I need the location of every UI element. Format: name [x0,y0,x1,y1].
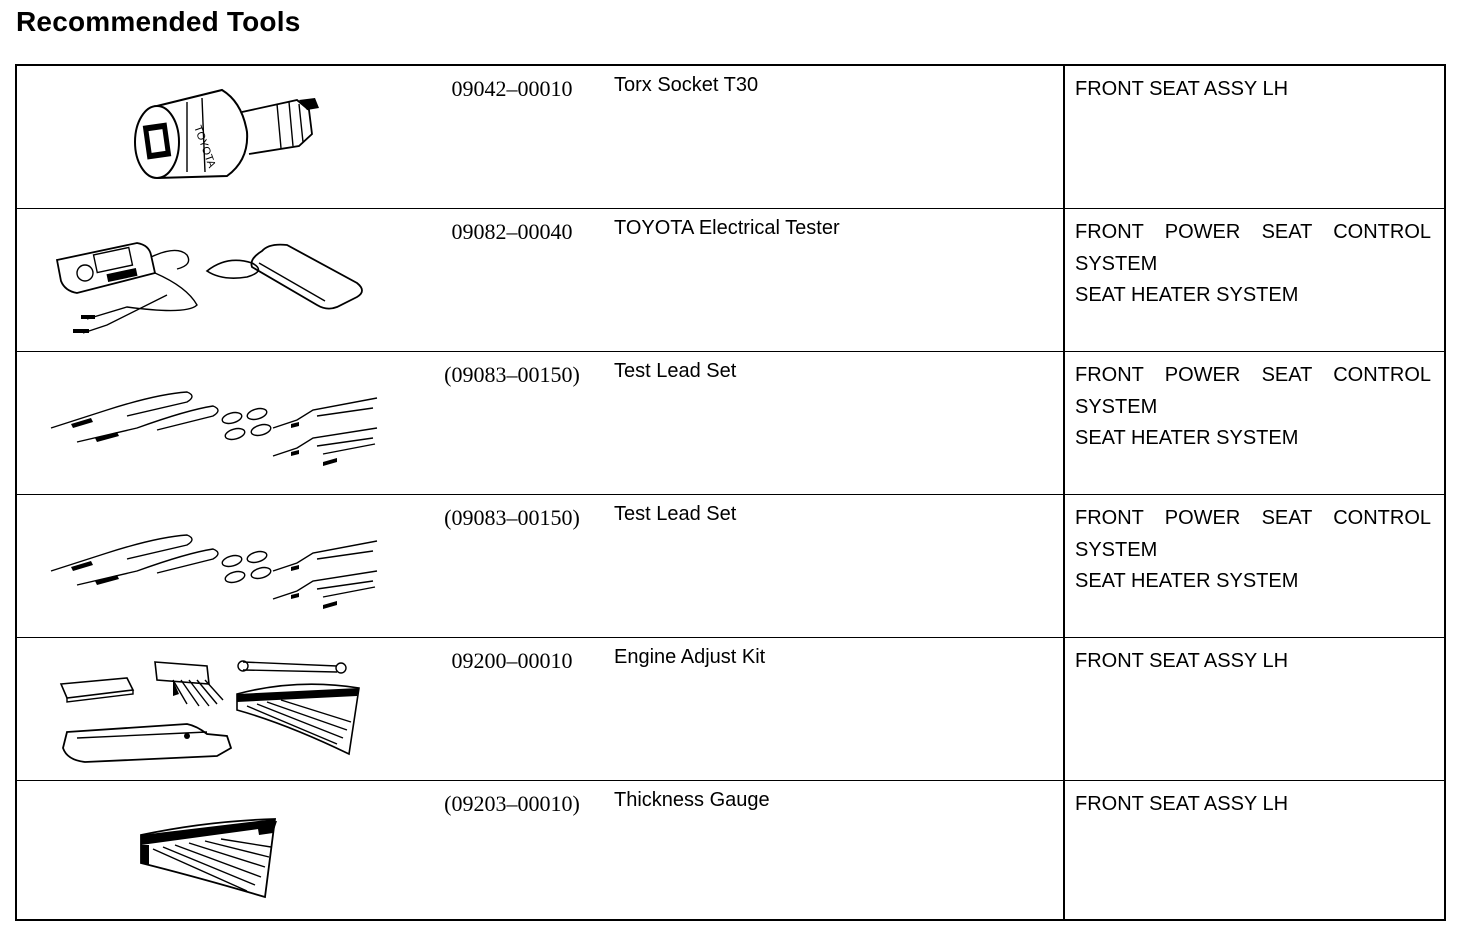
part-number: (09203–00010) [444,791,580,816]
part-number: 09042–00010 [451,76,573,101]
page-title: Recommended Tools [16,6,301,37]
used-for-item: FRONT SEAT ASSY LH [1075,650,1289,672]
svg-text:TOYOTA: TOYOTA [191,123,218,170]
used-for-list [1075,789,1431,821]
torx-socket-icon [37,72,397,202]
table-row [17,638,1444,781]
used-for-item: FRONT POWER SEAT CONTROL [1075,221,1431,243]
used-for-list [1075,74,1431,106]
tool-name: Thickness Gauge [614,789,770,811]
part-number: (09083–00150) [444,505,580,530]
tool-name: Test Lead Set [614,360,737,382]
part-number: 09082–00040 [451,219,573,244]
part-number: (09083–00150) [444,362,580,387]
electrical-tester-icon [37,215,397,345]
tool-name: TOYOTA Electrical Tester [614,217,840,239]
column-divider [1063,66,1065,919]
tool-name: Engine Adjust Kit [614,646,766,668]
used-for-item: FRONT POWER SEAT CONTROL [1075,507,1431,529]
test-lead-set-icon [37,358,397,488]
part-number: 09200–00010 [451,648,573,673]
used-for-list [1075,360,1431,455]
used-for-list [1075,646,1431,678]
used-for-item: FRONT POWER SEAT CONTROL [1075,364,1431,386]
test-lead-set-icon [37,501,397,631]
table-row [17,352,1444,495]
engine-adjust-kit-icon [37,644,397,774]
used-for-item: SYSTEM [1075,252,1158,275]
tools-table [15,64,1446,921]
used-for-item: SEAT HEATER SYSTEM [1075,570,1299,592]
used-for-item: FRONT SEAT ASSY LH [1075,793,1289,815]
thickness-gauge-icon [37,787,397,917]
table-row [17,781,1444,924]
used-for-item: SEAT HEATER SYSTEM [1075,427,1299,449]
tool-name: Test Lead Set [614,503,737,525]
table-row [17,66,1444,209]
used-for-item: SYSTEM [1075,395,1158,418]
used-for-item: FRONT SEAT ASSY LH [1075,78,1289,100]
table-row [17,495,1444,638]
tool-name: Torx Socket T30 [614,74,759,96]
table-row [17,209,1444,352]
used-for-list [1075,503,1431,598]
used-for-list [1075,217,1431,312]
used-for-item: SEAT HEATER SYSTEM [1075,284,1299,306]
used-for-item: SYSTEM [1075,538,1158,561]
